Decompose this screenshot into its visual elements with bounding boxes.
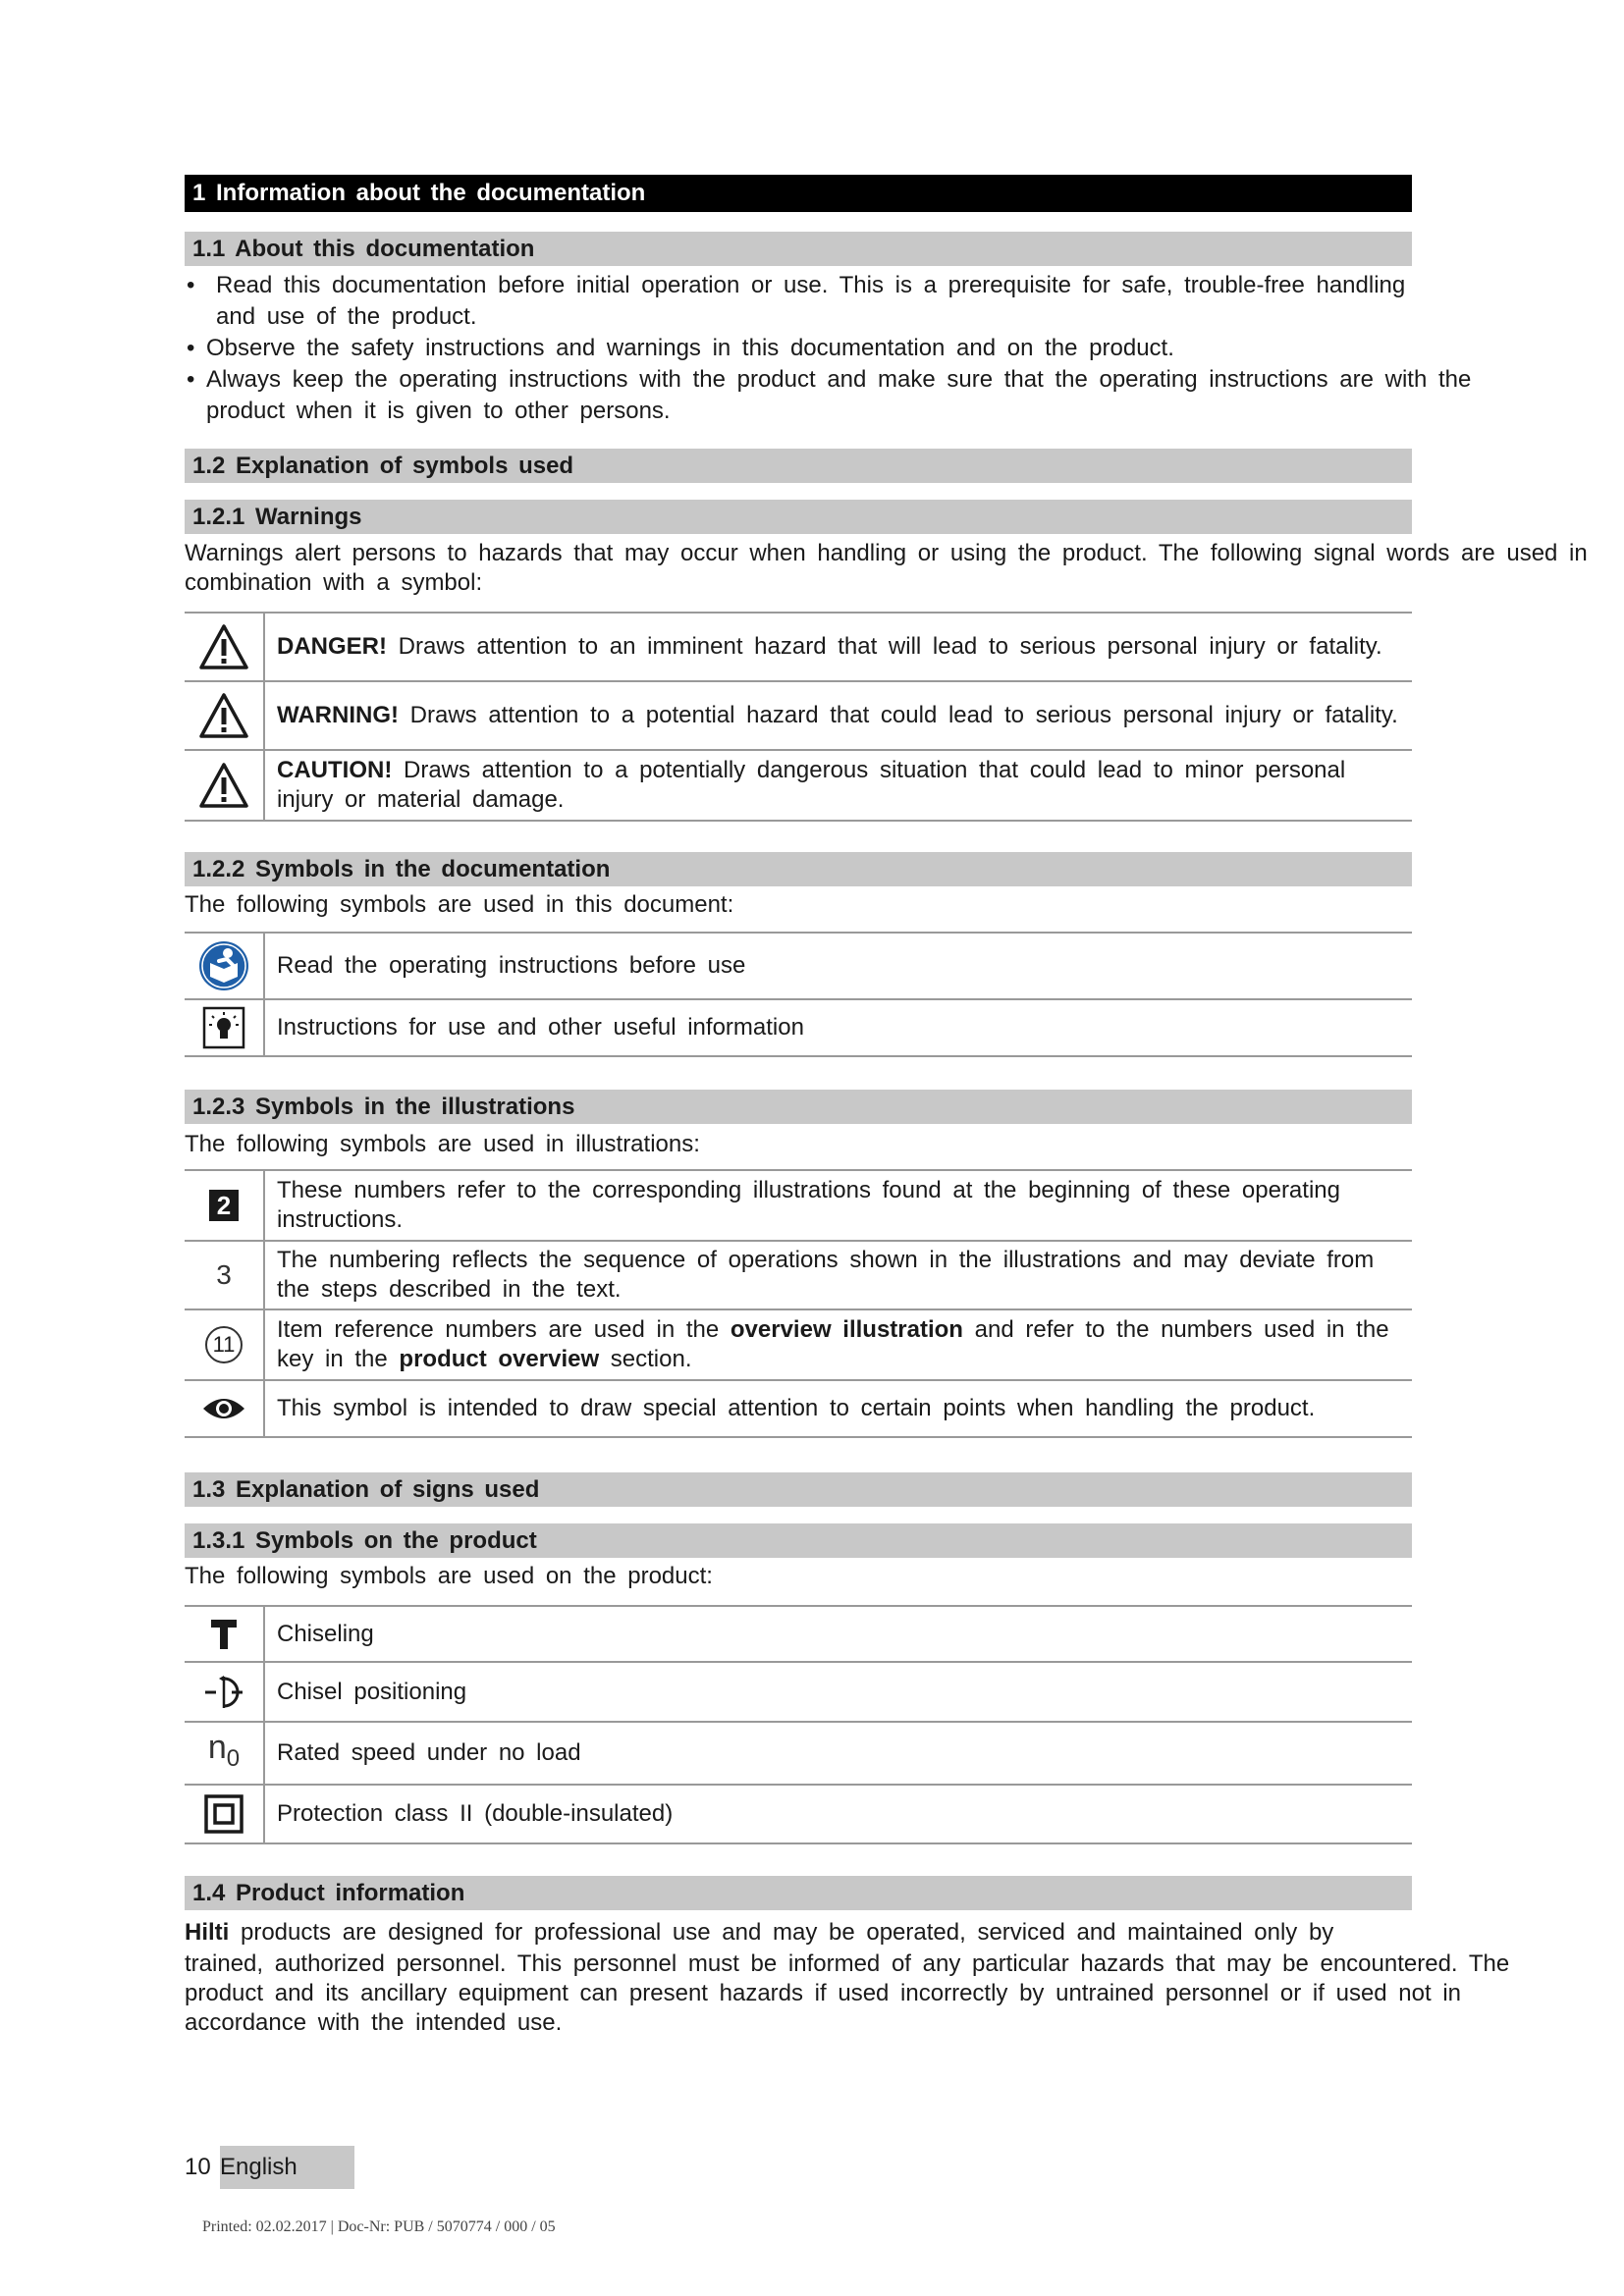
- speed-n-glyph: n: [207, 1729, 227, 1767]
- symbol-icon-cell: [185, 1722, 264, 1785]
- symbol-text: Chisel positioning: [264, 1662, 1412, 1722]
- info-bulb-icon: [202, 1006, 245, 1049]
- eye-icon: [201, 1395, 246, 1422]
- section-1-2-1-heading: 1.2.1 Warnings: [185, 500, 1412, 534]
- section-1-2-heading: 1.2 Explanation of symbols used: [185, 449, 1412, 483]
- table-row: [185, 1309, 1412, 1380]
- symbol-text: Rated speed under no load: [264, 1722, 1412, 1785]
- symbol-text: These numbers refer to the corresponding illustrations found at the beginning of these operating instructions.: [264, 1170, 1412, 1241]
- table-row: [185, 681, 1412, 750]
- symbol-icon-cell: [185, 1170, 264, 1241]
- about-documentation-list: [185, 270, 1472, 427]
- warning-label: WARNING!: [277, 702, 399, 728]
- warning-icon-cell: [185, 750, 264, 821]
- table-row: [185, 1606, 1412, 1662]
- warning-text: [264, 681, 1412, 750]
- list-item: • Read this documentation before initial operation or use. This is a prerequisite for safe, trouble-free handling and use of the product.: [185, 270, 1412, 333]
- page-number: 10: [185, 2154, 211, 2180]
- warnings-intro: Warnings alert persons to hazards that may occur when handling or using the product. The following signal words are used in combination with a symbol:: [185, 540, 1588, 596]
- illustration-number-icon: 2: [209, 1190, 239, 1221]
- table-row: [185, 1241, 1412, 1309]
- illus-symbols-table: [185, 1169, 1412, 1438]
- sequence-number-icon: 3: [216, 1259, 232, 1290]
- symbol-text: Chiseling: [264, 1606, 1412, 1662]
- list-item: • Observe the safety instructions and warnings in this documentation and on the product.: [185, 333, 1412, 364]
- symbol-text: Read the operating instructions before use: [264, 933, 1412, 999]
- symbol-text: Protection class II (double-insulated): [264, 1785, 1412, 1843]
- symbol-text: This symbol is intended to draw special attention to certain points when handling the product.: [264, 1380, 1412, 1437]
- section-1-3-1-heading: 1.3.1 Symbols on the product: [185, 1523, 1412, 1558]
- section-1-4-heading: 1.4 Product information: [185, 1876, 1412, 1910]
- symbol-icon-cell: [185, 1309, 264, 1380]
- page-footer: [185, 2146, 354, 2189]
- section-1-3-heading: 1.3 Explanation of signs used: [185, 1472, 1412, 1507]
- warning-icon-cell: [185, 681, 264, 750]
- brand-name: Hilti: [185, 1919, 230, 1946]
- danger-label: DANGER!: [277, 633, 387, 660]
- table-row: [185, 750, 1412, 821]
- table-row: [185, 613, 1412, 681]
- illus-symbols-intro: The following symbols are used in illustrations:: [185, 1131, 700, 1157]
- warning-triangle-icon: [198, 692, 249, 739]
- doc-symbols-table: [185, 932, 1412, 1057]
- section-1-2-3-heading: 1.2.3 Symbols in the illustrations: [185, 1090, 1412, 1124]
- symbol-icon-cell: [185, 999, 264, 1056]
- item-reference-icon: 11: [205, 1326, 243, 1363]
- warning-triangle-icon: [198, 623, 249, 670]
- section-1-2-2-heading: 1.2.2 Symbols in the documentation: [185, 852, 1412, 886]
- danger-text: Draws attention to an imminent hazard that will lead to serious personal injury or fatality.: [387, 633, 1382, 660]
- table-row: [185, 1170, 1412, 1241]
- rated-speed-icon: [207, 1729, 241, 1772]
- print-info: Printed: 02.02.2017 | Doc-Nr: PUB / 5070774 / 000 / 05: [202, 2218, 556, 2235]
- symbol-text: [264, 1309, 1412, 1380]
- section-1-heading: 1 Information about the documentation: [185, 175, 1412, 212]
- doc-symbols-intro: The following symbols are used in this document:: [185, 891, 734, 918]
- table-row: [185, 933, 1412, 999]
- warning-text: [264, 750, 1412, 821]
- product-symbols-intro: The following symbols are used on the product:: [185, 1563, 713, 1589]
- product-info-line1: [185, 1916, 1412, 1949]
- symbol-icon-cell: [185, 1380, 264, 1437]
- read-manual-icon: [197, 939, 250, 992]
- list-item: • Always keep the operating instructions with the product and make sure that the operating instructions are with the product when it is given to other persons.: [185, 364, 1561, 427]
- warning-text-body: Draws attention to a potential hazard that could lead to serious personal injury or fatality.: [398, 702, 1398, 728]
- symbol-icon-cell: [185, 1785, 264, 1843]
- warnings-table: [185, 612, 1412, 822]
- warning-text: [264, 613, 1412, 681]
- speed-subscript: 0: [226, 1744, 241, 1772]
- text-part: Item reference numbers are used in the: [277, 1316, 731, 1343]
- text-part: section.: [599, 1346, 692, 1372]
- table-row: [185, 1785, 1412, 1843]
- document-page: [185, 175, 1588, 2038]
- section-1-1-heading: 1.1 About this documentation: [185, 232, 1412, 266]
- product-overview-term: product overview: [399, 1346, 600, 1372]
- chisel-positioning-icon: [203, 1675, 244, 1710]
- symbol-icon-cell: [185, 933, 264, 999]
- product-info-body: trained, authorized personnel. This personnel must be informed of any particular hazards that may be encountered. The product and its ancillary equipment can present hazards if used incorrectly by untrained personnel or if used not in accordance with the intended use.: [185, 1950, 1510, 2036]
- language-label: English: [220, 2146, 354, 2189]
- table-row: [185, 1722, 1412, 1785]
- symbol-text: The numbering reflects the sequence of operations shown in the illustrations and may deviate from the steps described in the text.: [264, 1241, 1412, 1309]
- warning-triangle-icon: [198, 762, 249, 809]
- symbol-icon-cell: [185, 1662, 264, 1722]
- product-symbols-table: [185, 1605, 1412, 1844]
- caution-text: Draws attention to a potentially dangerous situation that could lead to minor personal injury or material damage.: [277, 757, 1346, 813]
- product-info-text: products are designed for professional use and may be operated, serviced and maintained only by: [229, 1919, 1334, 1946]
- symbol-icon-cell: [185, 1606, 264, 1662]
- text-part: and refer to the numbers used in the key in the: [277, 1316, 1389, 1372]
- protection-class-ii-icon: [204, 1794, 244, 1834]
- symbol-text: Instructions for use and other useful information: [264, 999, 1412, 1056]
- overview-illustration-term: overview illustration: [730, 1316, 963, 1343]
- symbol-icon-cell: [185, 1241, 264, 1309]
- table-row: [185, 1662, 1412, 1722]
- table-row: [185, 999, 1412, 1056]
- table-row: [185, 1380, 1412, 1437]
- chisel-icon: [210, 1618, 238, 1651]
- warning-icon-cell: [185, 613, 264, 681]
- caution-label: CAUTION!: [277, 757, 393, 783]
